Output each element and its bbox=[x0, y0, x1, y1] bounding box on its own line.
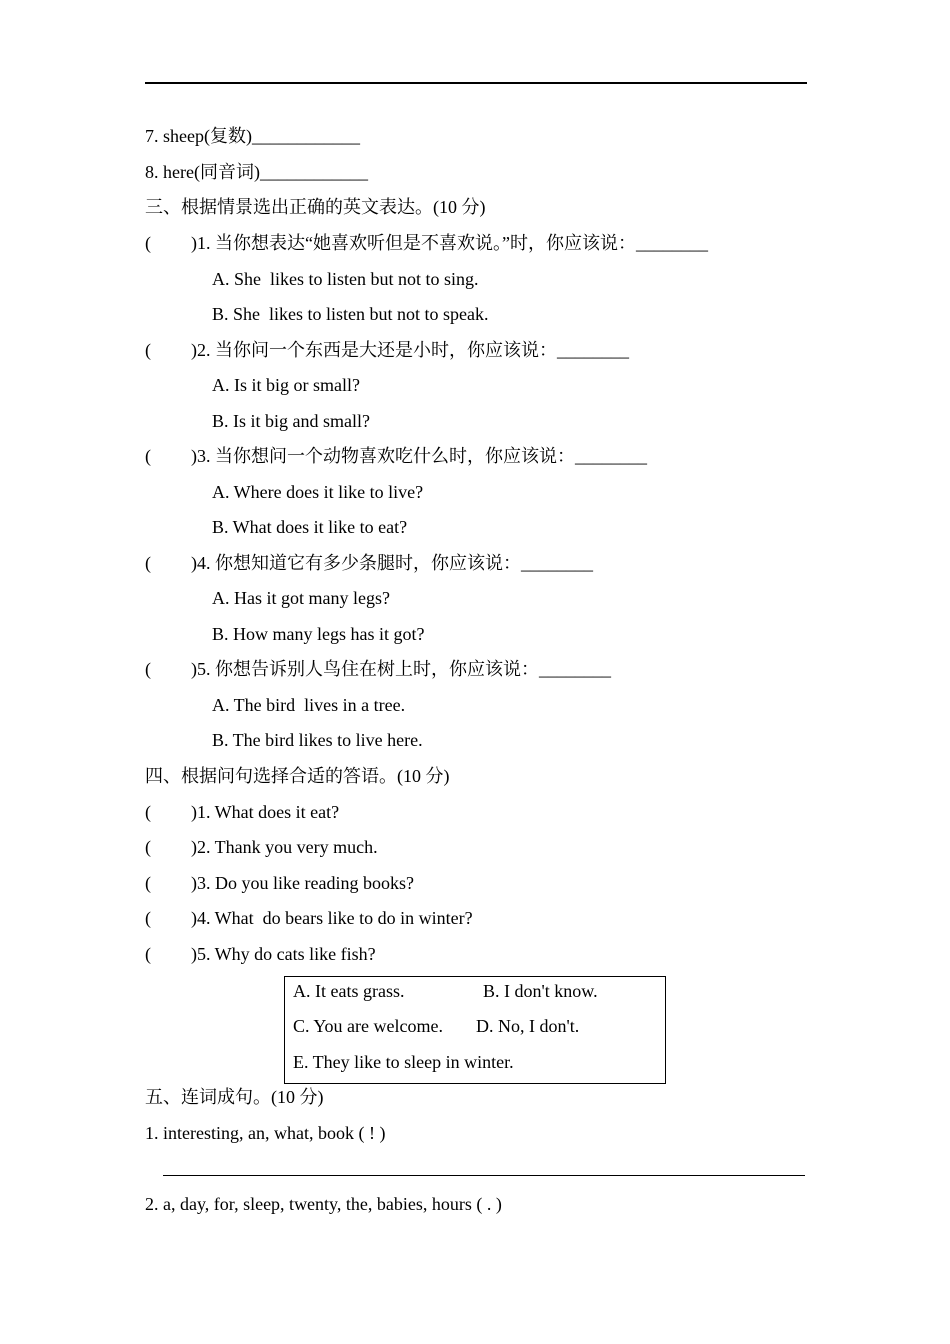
s3-q2-option-a: A. Is it big or small? bbox=[212, 375, 360, 395]
s3-question-4 bbox=[145, 552, 593, 574]
answer-line bbox=[163, 1175, 805, 1176]
question-text: )5. Why do cats like fish? bbox=[191, 944, 376, 964]
s3-q4-option-b: B. How many legs has it got? bbox=[212, 624, 425, 644]
s3-q1-option-b: B. She likes to listen but not to speak. bbox=[212, 304, 489, 324]
s5-question-2: 2. a, day, for, sleep, twenty, the, babies, hours ( . ) bbox=[145, 1194, 502, 1214]
s4-question-3 bbox=[145, 872, 414, 894]
question-8: 8. here(同音词)____________ bbox=[145, 162, 368, 182]
s4-question-2 bbox=[145, 836, 378, 858]
header-rule bbox=[145, 82, 807, 84]
section-4-title: 四、根据问句选择合适的答语。(10 分) bbox=[145, 766, 450, 786]
box-option-d: D. No, I don't. bbox=[476, 1016, 580, 1036]
answer-options-box bbox=[284, 976, 666, 1084]
s3-q2-option-b: B. Is it big and small? bbox=[212, 411, 370, 431]
box-option-a: A. It eats grass. bbox=[293, 981, 405, 1001]
answer-paren: ( bbox=[145, 802, 151, 822]
box-option-b: B. I don't know. bbox=[483, 981, 598, 1001]
question-text: )2. Thank you very much. bbox=[191, 837, 378, 857]
s3-q1-option-a: A. She likes to listen but not to sing. bbox=[212, 269, 479, 289]
answer-paren: ( bbox=[145, 340, 151, 360]
s3-q5-option-b: B. The bird likes to live here. bbox=[212, 730, 423, 750]
question-text: )3. Do you like reading books? bbox=[191, 873, 414, 893]
s3-question-5 bbox=[145, 658, 611, 680]
box-option-c: C. You are welcome. bbox=[293, 1016, 443, 1036]
section-3-title: 三、根据情景选出正确的英文表达。(10 分) bbox=[145, 197, 486, 217]
question-text: )4. What do bears like to do in winter? bbox=[191, 908, 473, 928]
answer-paren: ( bbox=[145, 659, 151, 679]
s3-q4-option-a: A. Has it got many legs? bbox=[212, 588, 390, 608]
s3-q5-option-a: A. The bird lives in a tree. bbox=[212, 695, 406, 715]
question-stem: )1. 当你想表达“她喜欢听但是不喜欢说。”时，你应该说：________ bbox=[191, 233, 708, 253]
question-7: 7. sheep(复数)____________ bbox=[145, 126, 360, 146]
question-text: )1. What does it eat? bbox=[191, 802, 340, 822]
section-5-title: 五、连词成句。(10 分) bbox=[145, 1087, 324, 1107]
s3-question-1 bbox=[145, 232, 708, 254]
question-stem: )5. 你想告诉别人鸟住在树上时，你应该说：________ bbox=[191, 659, 611, 679]
s3-question-3 bbox=[145, 445, 647, 467]
s3-q3-option-a: A. Where does it like to live? bbox=[212, 482, 424, 502]
answer-paren: ( bbox=[145, 873, 151, 893]
s3-question-2 bbox=[145, 339, 629, 361]
question-stem: )3. 当你想问一个动物喜欢吃什么时，你应该说：________ bbox=[191, 446, 647, 466]
s5-question-1: 1. interesting, an, what, book ( ! ) bbox=[145, 1123, 386, 1143]
answer-paren: ( bbox=[145, 944, 151, 964]
box-option-e: E. They like to sleep in winter. bbox=[293, 1052, 514, 1072]
answer-paren: ( bbox=[145, 553, 151, 573]
question-stem: )2. 当你问一个东西是大还是小时，你应该说：________ bbox=[191, 340, 629, 360]
question-stem: )4. 你想知道它有多少条腿时，你应该说：________ bbox=[191, 553, 593, 573]
answer-paren: ( bbox=[145, 837, 151, 857]
answer-paren: ( bbox=[145, 908, 151, 928]
s4-question-4 bbox=[145, 907, 473, 929]
s4-question-1 bbox=[145, 801, 339, 823]
answer-paren: ( bbox=[145, 233, 151, 253]
s3-q3-option-b: B. What does it like to eat? bbox=[212, 517, 408, 537]
s4-question-5 bbox=[145, 943, 376, 965]
answer-paren: ( bbox=[145, 446, 151, 466]
